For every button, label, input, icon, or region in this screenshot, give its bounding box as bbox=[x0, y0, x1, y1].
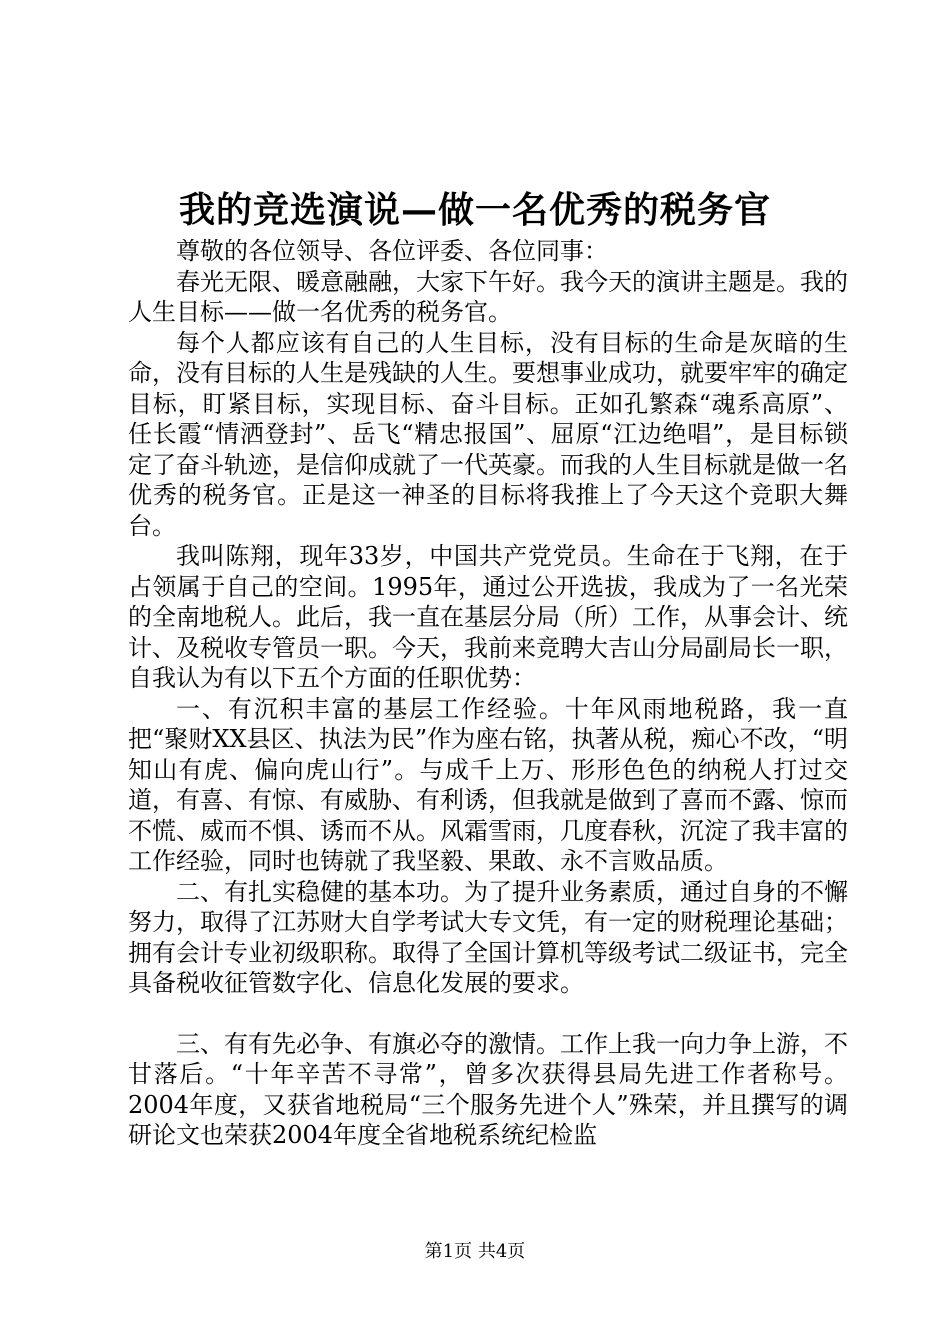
advantage-two-paragraph: 二、有扎实稳健的基本功。为了提升业务素质，通过自身的不懈努力，取得了江苏财大自学考试大专文凭，有一定的财税理论基础；拥有会计专业初级职称。取得了全国计算机等级考试二级证书，完全具备税收征管数字化、信息化发展的要求。 bbox=[128, 877, 848, 997]
greeting-paragraph: 春光无限、暖意融融，大家下午好。我今天的演讲主题是。我的人生目标——做一名优秀的税务官。 bbox=[128, 267, 848, 326]
advantage-three-paragraph: 三、有有先必争、有旗必夺的激情。工作上我一向力争上游，不甘落后。“十年辛苦不寻常”，曾多次获得县局先进工作者称号。2004年度，又获省地税局“三个服务先进个人”殊荣，并且撰写的调研论文也荣获2004年度全省地税系统纪检监 bbox=[128, 1029, 848, 1149]
document-title: 我的竞选演说—做一名优秀的税务官 bbox=[178, 189, 771, 231]
salutation-paragraph: 尊敬的各位领导、各位评委、各位同事： bbox=[176, 237, 608, 265]
self-introduction-paragraph: 我叫陈翔，现年33岁，中国共产党党员。生命在于飞翔，在于占领属于自己的空间。1995年，通过公开选拔，我成为了一名光荣的全南地税人。此后，我一直在基层分局（所）工作，从事会计、统计、及税收专管员一职。今天，我前来竞聘大吉山分局副局长一职，自我认为有以下五个方面的任职优势： bbox=[128, 542, 848, 692]
advantage-one-paragraph: 一、有沉积丰富的基层工作经验。十年风雨地税路，我一直把“聚财XX县区、执法为民”作为座右铭，执著从税，痴心不改，“明知山有虎、偏向虎山行”。与成千上万、形形色色的纳税人打过交道，有喜、有惊、有威胁、有利诱，但我就是做到了喜而不露、惊而不慌、威而不惧、诱而不从。风霜雪雨，几度春秋，沉淀了我丰富的工作经验，同时也铸就了我坚毅、果敢、永不言败品质。 bbox=[128, 694, 848, 875]
life-goal-paragraph: 每个人都应该有自己的人生目标，没有目标的生命是灰暗的生命，没有目标的人生是残缺的人生。要想事业成功，就要牢牢的确定目标，盯紧目标，实现目标、奋斗目标。正如孔繁森“魂系高原”、任长霞“情洒登封”、岳飞“精忠报国”、屈原“江边绝唱”，是目标锁定了奋斗轨迹，是信仰成就了一代英豪。而我的人生目标就是做一名优秀的税务官。正是这一神圣的目标将我推上了今天这个竞职大舞台。 bbox=[128, 328, 848, 540]
page-footer: 第1页 共4页 bbox=[424, 1241, 526, 1262]
document-body bbox=[128, 236, 848, 1151]
